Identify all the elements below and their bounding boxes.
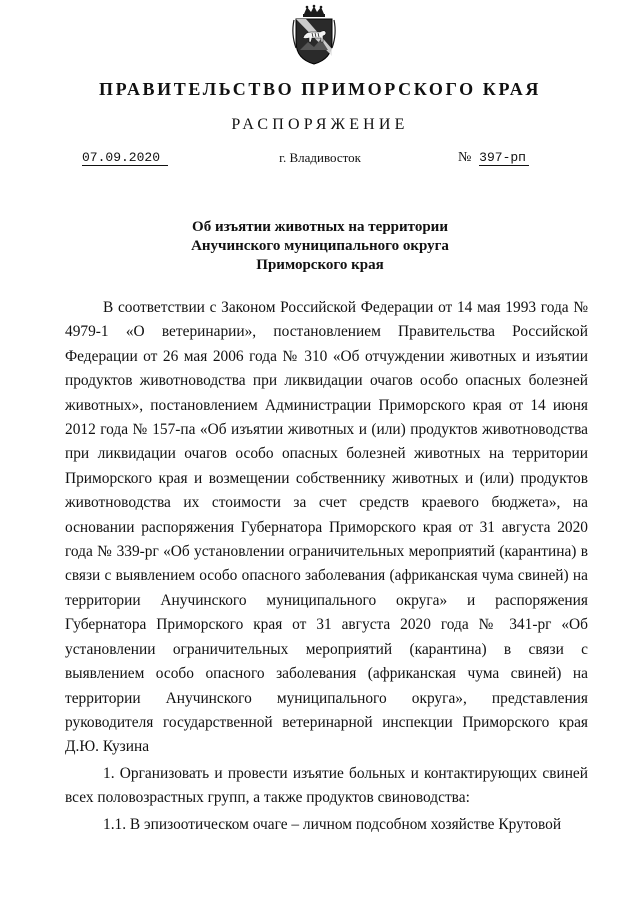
coat-of-arms-icon [290, 4, 338, 66]
document-number-value: 397-рп [479, 150, 529, 166]
subject-line: Приморского края [256, 257, 384, 273]
clause-1-paragraph: 1. Организовать и провести изъятие больных и контактирующих свиней всех половозрастных групп, а также продуктов свиноводства: [65, 764, 588, 807]
document-number [458, 150, 536, 166]
subject-line: Анучинского муниципального округа [191, 238, 449, 254]
organization-title: ПРАВИТЕЛЬСТВО ПРИМОРСКОГО КРАЯ [99, 79, 541, 99]
document-body [65, 296, 588, 837]
preamble-paragraph: В соответствии с Законом Российской Федерации от 14 мая 1993 года № 4979-1 «О ветеринарии», постановлением Правительства Российской Федерации от 26 мая 2006 года № 310 «Об отчуждении животных и изъятии продуктов животноводства при ликвидации очагов особо опасных болезней животных», постановлением Администрации Приморского края от 14 июня 2012 года № 157-па «Об изъятии животных и (или) продуктов животноводства при ликвидации очагов особо опасных болезней животных на территории Приморского края и возмещении собственнику животных и (или) продуктов животноводства их стоимости за счет средств краевого бюджета», на основании распоряжения Губернатора Приморского края от 31 августа 2020 года № 339-рг «Об установлении ограничительных мероприятий (карантина) в связи с выявлением особо опасного заболевания (африканская чума свиней) на территории Анучинского муниципального округа» и распоряжения Губернатора Приморского края от 31 августа 2020 года № 341-рг «Об установлении ограничительных мероприятий (карантина) в связи с выявлением особо опасного заболевания (африканская чума свиней) на территории Анучинского муниципального округа», представления руководителя государственной ветеринарной инспекции Приморского края Д.Ю. Кузина [65, 299, 588, 756]
document-type: РАСПОРЯЖЕНИЕ [231, 116, 409, 133]
document-subject [0, 218, 640, 275]
document-city: г. Владивосток [279, 150, 361, 165]
subject-line: Об изъятии животных на территории [192, 219, 448, 235]
document-date: 07.09.2020 [82, 150, 168, 166]
clause-1-1-paragraph: 1.1. В эпизоотическом очаге – личном подсобном хозяйстве Крутовой [103, 815, 562, 833]
number-sign: № [458, 150, 472, 165]
